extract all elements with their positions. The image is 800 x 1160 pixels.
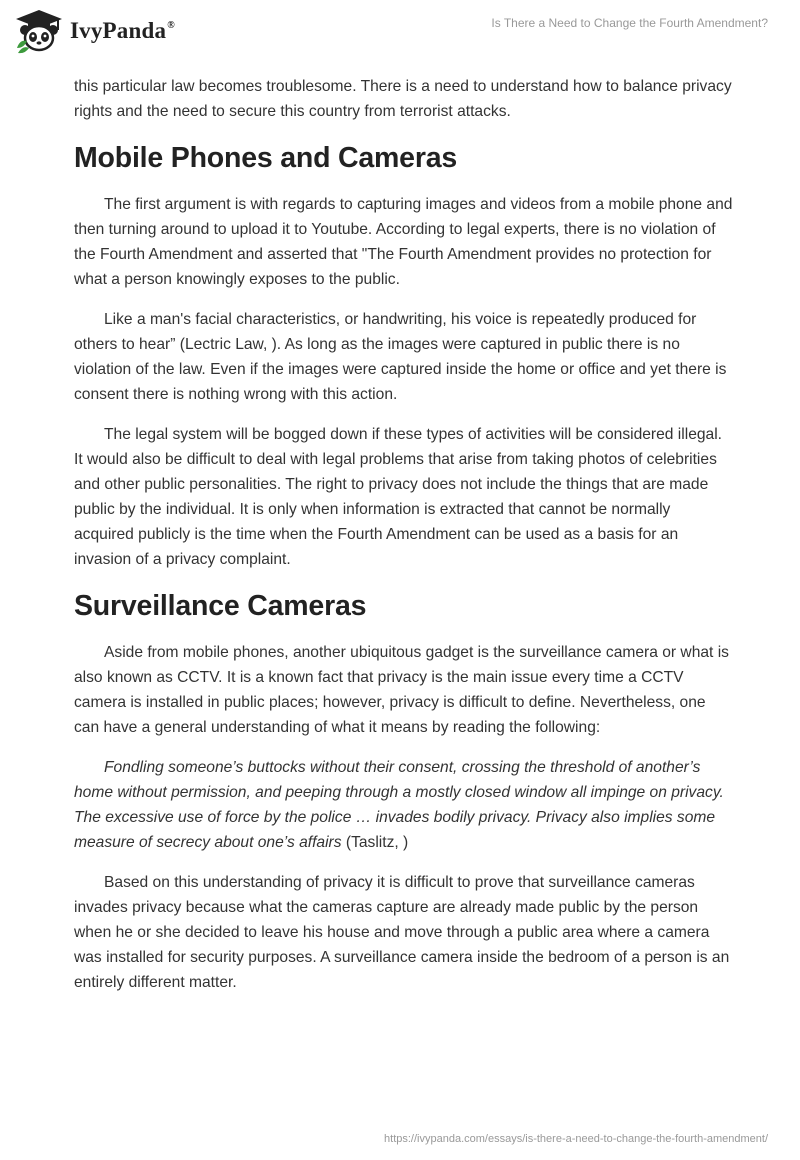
source-url-link[interactable]: https://ivypanda.com/essays/is-there-a-need-to-change-the-fourth-amendment/ — [384, 1133, 768, 1145]
essay-content — [74, 74, 734, 1010]
quote-text: Fondling someone’s buttocks without their consent, crossing the threshold of another’s home without permission, and peeping through a mostly closed window all impinge on privacy. The excessive use of force by the police … invades bodily privacy. Privacy also implies some measure of secrecy about one’s affairs — [74, 759, 724, 851]
panda-logo-icon — [14, 8, 64, 54]
registered-mark: ® — [167, 20, 175, 31]
document-title: Is There a Need to Change the Fourth Amendment? — [491, 16, 768, 30]
section-heading-surveillance: Surveillance Cameras — [74, 590, 367, 622]
brand-name: IvyPanda® — [70, 18, 175, 43]
block-quote — [74, 755, 734, 855]
ivypanda-logo[interactable] — [14, 8, 175, 54]
paragraph: The first argument is with regards to capturing images and videos from a mobile phone and then turning around to upload it to Youtube. According to legal experts, there is no violation of the Fourth Amendment and asserted that "The Fourth Amendment provides no protection for what a person knowingly exposes to the public. — [74, 196, 733, 288]
quote-citation: (Taslitz, ) — [341, 834, 409, 851]
section-heading-mobile-phones: Mobile Phones and Cameras — [74, 142, 458, 174]
paragraph: The legal system will be bogged down if these types of activities will be considered illegal. It would also be difficult to deal with legal problems that arise from taking photos of celebrities and other public personalities. The right to privacy does not include the things that are made public by the individual. It is only when information is extracted that cannot be normally acquired publicly is the time when the Fourth Amendment can be used as a basis for an invasion of a privacy complaint. — [74, 426, 723, 568]
paragraph: Aside from mobile phones, another ubiquitous gadget is the surveillance camera or what is also known as CCTV. It is a known fact that privacy is the main issue every time a CCTV camera is installed in public places; however, privacy is difficult to define. Nevertheless, one can have a general understanding of what it means by reading the following: — [74, 644, 729, 736]
intro-paragraph: this particular law becomes troublesome. There is a need to understand how to balance privacy rights and the need to secure this country from terrorist attacks. — [74, 78, 732, 120]
paragraph: Based on this understanding of privacy it is difficult to prove that surveillance cameras invades privacy because what the cameras capture are already made public by the person when he or she decided to leave his house and move through a public area where a camera was installed for security purposes. A surveillance camera inside the bedroom of a person is an entirely different matter. — [74, 874, 730, 991]
paragraph: Like a man's facial characteristics, or handwriting, his voice is repeatedly produced for others to hear” (Lectric Law, ). As long as the images were captured in public there is no violation of the law. Even if the images were captured inside the home or office and yet there is consent there is nothing wrong with this action. — [74, 311, 727, 403]
page-header — [0, 0, 800, 70]
